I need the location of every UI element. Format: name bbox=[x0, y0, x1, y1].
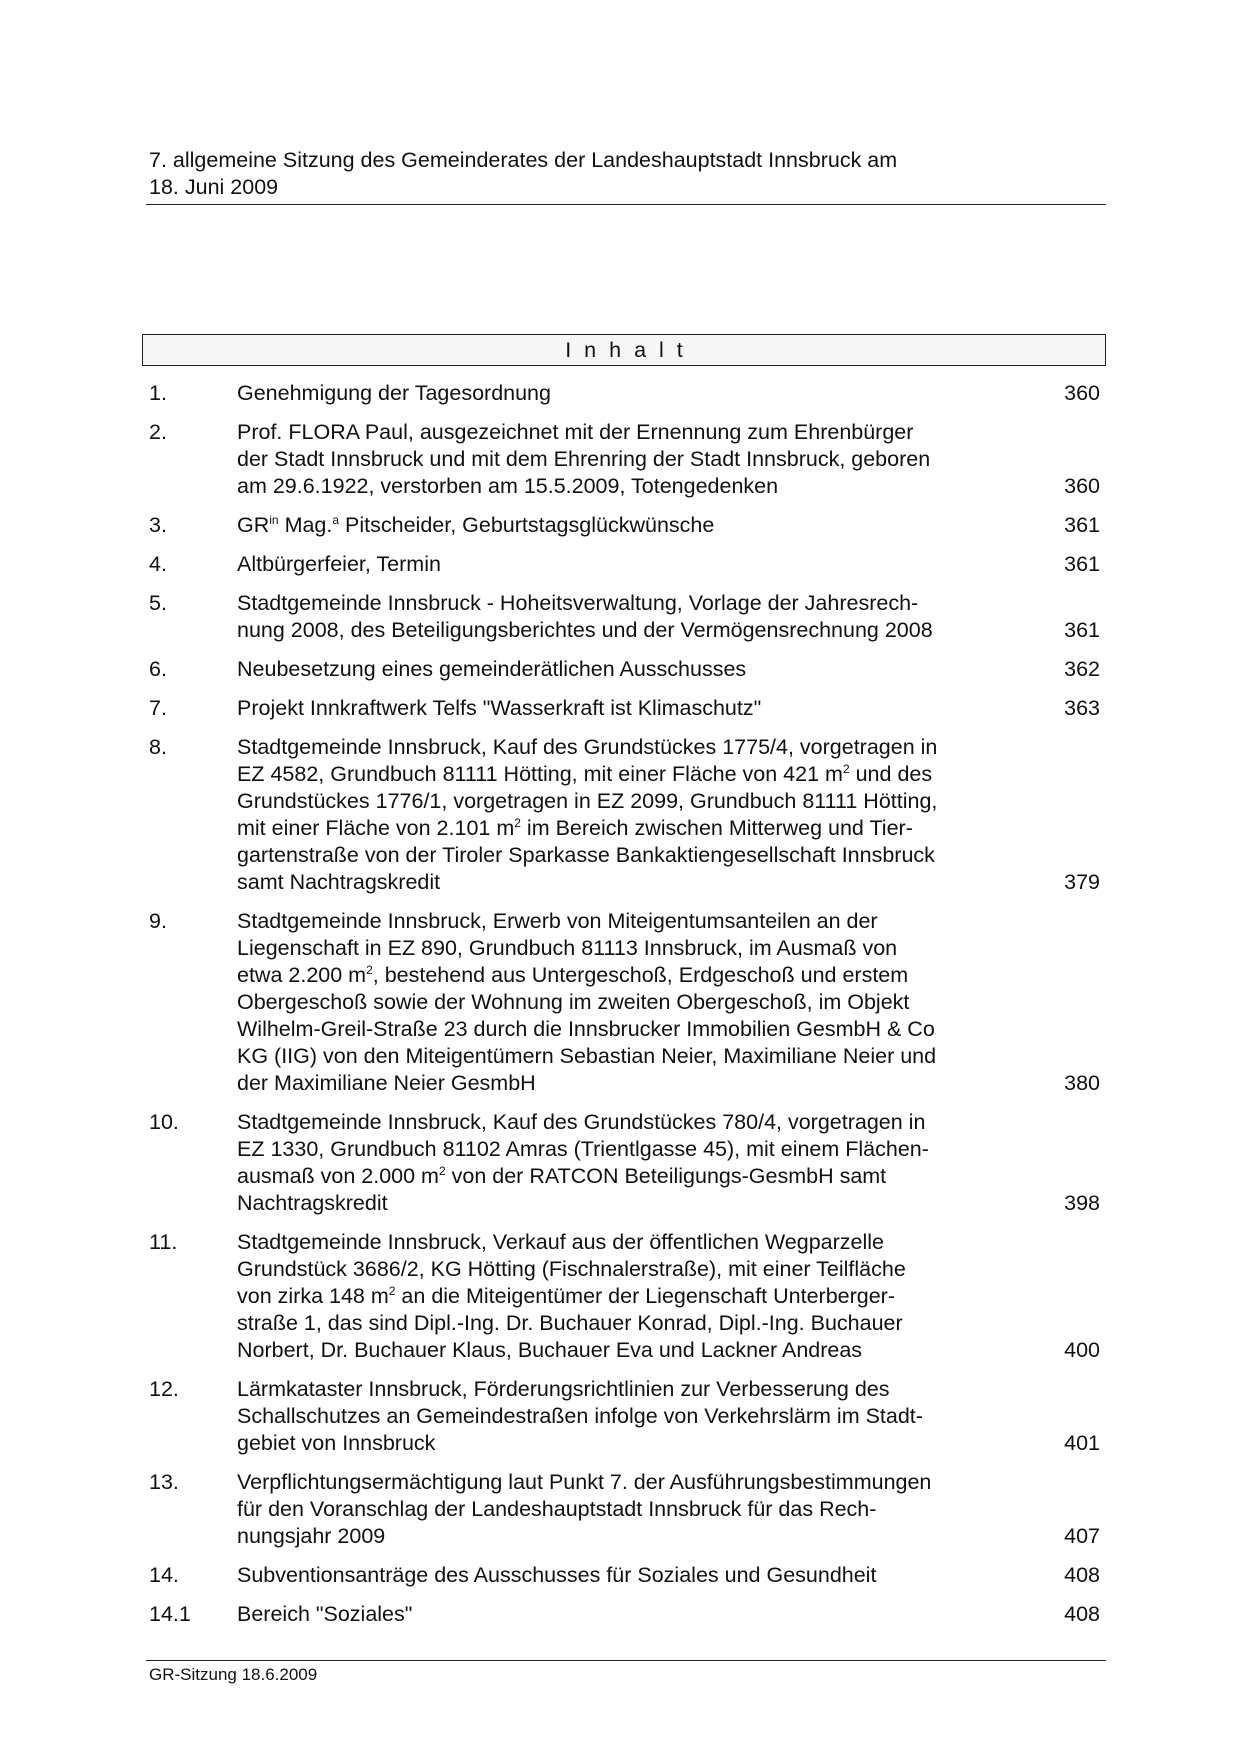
toc-entry-number: 10. bbox=[149, 1110, 179, 1134]
toc-entry-number: 9. bbox=[149, 909, 167, 933]
toc-entry bbox=[149, 551, 1104, 578]
toc-entry-page: 363 bbox=[1064, 696, 1100, 720]
toc-entry-number: 8. bbox=[149, 735, 167, 759]
footer-rule bbox=[146, 1660, 1106, 1661]
toc-entry bbox=[149, 1469, 1104, 1550]
toc-entry-page: 361 bbox=[1064, 552, 1100, 576]
header-title-line1: 7. allgemeine Sitzung des Gemeinderates der Landeshauptstadt Innsbruck am bbox=[149, 148, 898, 172]
toc-entry-title: Bereich "Soziales" bbox=[237, 1602, 413, 1626]
toc-entry-number: 3. bbox=[149, 513, 167, 537]
toc-entry-title: Genehmigung der Tagesordnung bbox=[237, 381, 551, 405]
toc-entry-title: Altbürgerfeier, Termin bbox=[237, 552, 441, 576]
toc-entry-number: 2. bbox=[149, 420, 167, 444]
toc-entry-title: Prof. FLORA Paul, ausgezeichnet mit der Ernennung zum Ehrenbürger der Stadt Innsbruck und mit dem Ehrenring der Stadt Innsbruck, geboren am 29.6.1922, verstorben am 15.5.2009, Totengedenken bbox=[237, 420, 931, 498]
header-title-line2: 18. Juni 2009 bbox=[149, 175, 279, 199]
table-of-contents bbox=[149, 380, 1104, 1640]
toc-entry-number: 1. bbox=[149, 381, 167, 405]
toc-entry-number: 7. bbox=[149, 696, 167, 720]
toc-entry bbox=[149, 908, 1104, 1097]
page-footer: GR-Sitzung 18.6.2009 bbox=[149, 1665, 318, 1684]
toc-entry bbox=[149, 590, 1104, 644]
toc-entry-page: 379 bbox=[1064, 870, 1100, 894]
toc-entry-title: Neubesetzung eines gemeinderätlichen Ausschusses bbox=[237, 657, 747, 681]
toc-entry bbox=[149, 419, 1104, 500]
toc-entry bbox=[149, 656, 1104, 683]
toc-entry bbox=[149, 734, 1104, 896]
toc-entry-title: Stadtgemeinde Innsbruck, Kauf des Grundstückes 780/4, vorgetragen in EZ 1330, Grundbuch 81102 Amras (Trientlgasse 45), mit einem Flächen- ausmaß von 2.000 $m^2$ von der RATCON Beteiligungs-GesmbH samt Nachtragskredit bbox=[237, 1110, 929, 1215]
toc-entry-page: 398 bbox=[1064, 1191, 1100, 1215]
toc-entry bbox=[149, 1562, 1104, 1589]
toc-entry bbox=[149, 512, 1104, 539]
toc-entry-page: 362 bbox=[1064, 657, 1100, 681]
toc-entry-title: Verpflichtungsermächtigung laut Punkt 7. der Ausführungsbestimmungen für den Voranschlag der Landeshauptstadt Innsbruck für das Rech- nungsjahr 2009 bbox=[237, 1470, 932, 1548]
toc-entry bbox=[149, 1109, 1104, 1217]
toc-entry-number: 14. bbox=[149, 1563, 179, 1587]
toc-entry-page: 360 bbox=[1064, 474, 1100, 498]
toc-entry-page: 408 bbox=[1064, 1602, 1100, 1626]
toc-entry-page: 408 bbox=[1064, 1563, 1100, 1587]
toc-entry-title: Stadtgemeinde Innsbruck, Kauf des Grundstückes 1775/4, vorgetragen in EZ 4582, Grundbuch 81111 Hötting, mit einer Fläche von 421 $m^2$ und des Grundstückes 1776/1, vorgetragen in EZ 2099, Grundbuch 81111 Hötting, mit einer Fläche von 2.101 $m^2$ im Bereich zwischen Mitterweg und Tier- gartenstraße von der Tiroler Sparkasse Bankaktiengesellschaft Innsbruck samt Nachtragskredit bbox=[237, 735, 938, 894]
toc-entry bbox=[149, 1601, 1104, 1628]
toc-entry-page: 407 bbox=[1064, 1524, 1100, 1548]
toc-entry-title: Stadtgemeinde Innsbruck, Erwerb von Miteigentumsanteilen an der Liegenschaft in EZ 890, Grundbuch 81113 Innsbruck, im Ausmaß von etwa 2.200 $m^2$, bestehend aus Untergeschoß, Erdgeschoß und erstem Obergeschoß sowie der Wohnung im zweiten Obergeschoß, im Objekt Wilhelm-Greil-Straße 23 durch die Innsbrucker Immobilien GesmbH & Co KG (IIG) von den Miteigentümern Sebastian Neier, Maximiliane Neier und der Maximiliane Neier GesmbH bbox=[237, 909, 937, 1095]
toc-entry-page: 380 bbox=[1064, 1071, 1100, 1095]
toc-entry bbox=[149, 695, 1104, 722]
toc-entry bbox=[149, 1376, 1104, 1457]
header-rule bbox=[146, 204, 1106, 205]
toc-entry-page: 360 bbox=[1064, 381, 1100, 405]
toc-entry-page: 361 bbox=[1064, 513, 1100, 537]
toc-entry-page: 361 bbox=[1064, 618, 1100, 642]
toc-entry-title: Subventionsanträge des Ausschusses für Soziales und Gesundheit bbox=[237, 1563, 877, 1587]
toc-entry-title: Stadtgemeinde Innsbruck, Verkauf aus der öffentlichen Wegparzelle Grundstück 3686/2, KG Hötting (Fischnalerstraße), mit einer Teilfläche von zirka 148 $m^2$ an die Miteigentümer der Liegenschaft Unterberger- straße 1, das sind Dipl.-Ing. Dr. Buchauer Konrad, Dipl.-Ing. Buchauer Norbert, Dr. Buchauer Klaus, Buchauer Eva und Lackner Andreas bbox=[237, 1230, 906, 1362]
document-header bbox=[149, 147, 1104, 201]
toc-entry-number: 5. bbox=[149, 591, 167, 615]
toc-entry bbox=[149, 380, 1104, 407]
toc-entry-number: 12. bbox=[149, 1377, 179, 1401]
toc-entry-title: Projekt Innkraftwerk Telfs "Wasserkraft ist Klimaschutz" bbox=[237, 696, 762, 720]
toc-entry-number: 6. bbox=[149, 657, 167, 681]
toc-entry-number: 4. bbox=[149, 552, 167, 576]
toc-title: Inhalt bbox=[565, 337, 696, 362]
toc-entry-title: Lärmkataster Innsbruck, Förderungsrichtlinien zur Verbesserung des Schallschutzes an Gemeindestraßen infolge von Verkehrslärm im Stadt- gebiet von Innsbruck bbox=[237, 1377, 923, 1455]
toc-title-box bbox=[142, 334, 1106, 366]
toc-entry bbox=[149, 1229, 1104, 1364]
toc-entry-number: 11. bbox=[149, 1230, 178, 1254]
toc-entry-number: 13. bbox=[149, 1470, 179, 1494]
toc-entry-number: 14.1 bbox=[149, 1602, 191, 1626]
toc-entry-title: $GR^{in}$ Mag.$^a$ Pitscheider, Geburtstagsglückwünsche bbox=[237, 512, 715, 537]
toc-entry-page: 400 bbox=[1064, 1338, 1100, 1362]
toc-entry-title: Stadtgemeinde Innsbruck - Hoheitsverwaltung, Vorlage der Jahresrech- nung 2008, des Beteiligungsberichtes und der Vermögensrechnung 2008 bbox=[237, 591, 933, 642]
toc-entry-page: 401 bbox=[1064, 1431, 1100, 1455]
